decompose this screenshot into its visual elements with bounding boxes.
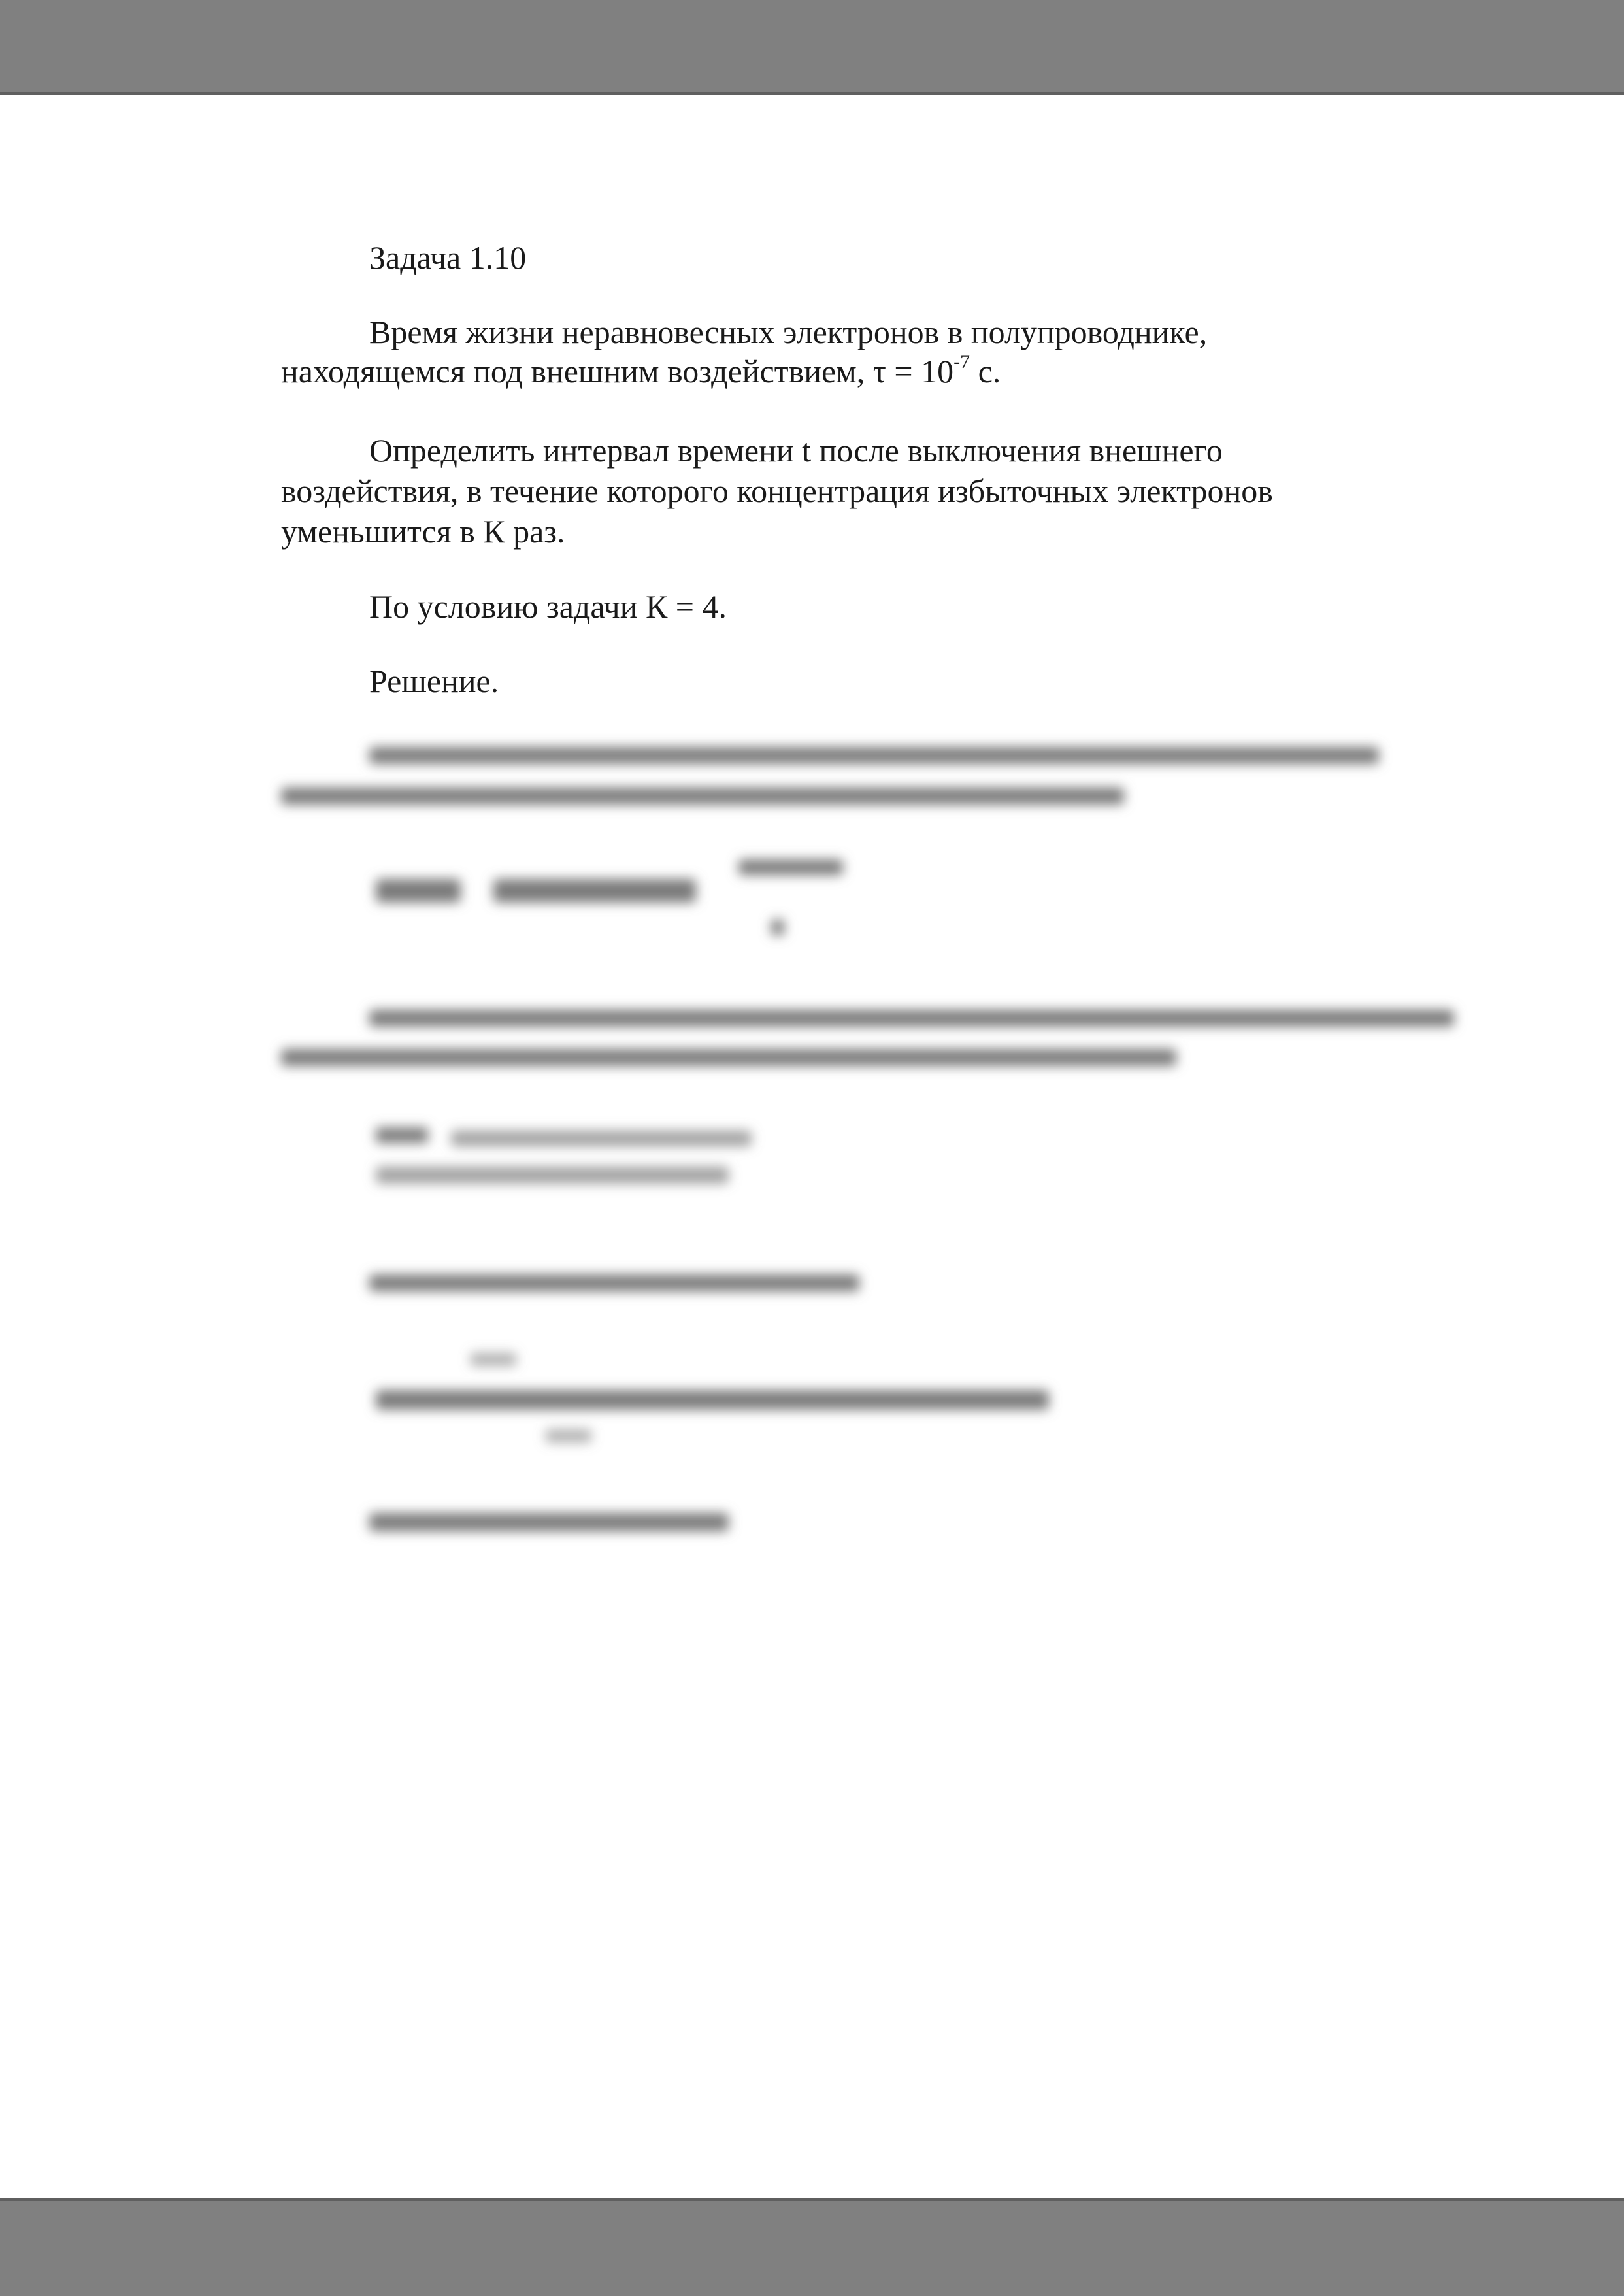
blurred-solution <box>0 95 1624 2198</box>
problem-title: Задача 1.10 <box>369 239 527 276</box>
solution-label: Решение. <box>369 663 499 699</box>
document-page <box>0 95 1624 2198</box>
given-condition: По условию задачи К = 4. <box>369 588 727 625</box>
question-line-3: уменьшится в К раз. <box>281 513 565 550</box>
question-line-2: воздействия, в течение которого концентрация избыточных электронов <box>281 473 1273 509</box>
condition-line-2: находящемся под внешним воздействием, $\tau = 10^{-7}$ с. <box>281 351 1001 390</box>
viewer-bottom-bar <box>0 2198 1624 2296</box>
question-line-1: Определить интервал времени t после выключения внешнего <box>369 432 1223 469</box>
condition-line-1: Время жизни неравновесных электронов в полупроводнике, <box>369 314 1208 350</box>
viewer-top-bar <box>0 0 1624 95</box>
